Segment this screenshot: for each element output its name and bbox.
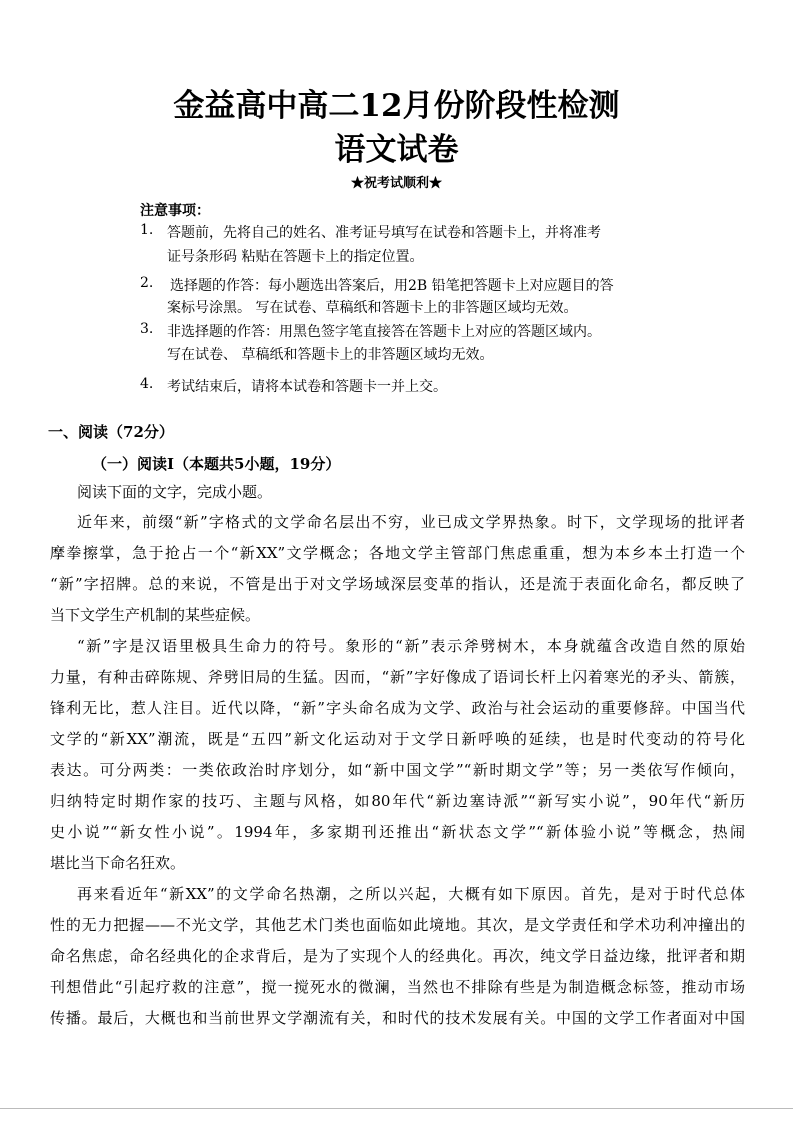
page-bottom-divider [0,1108,793,1109]
passage-line: 归纳特定时期作家的技巧、主题与风格，如80年代“新边塞诗派”“新写实小说”，90年代“新历 [50,792,745,810]
note-line: 非选择题的作答：用黑色签字笔直接答在答题卡上对应的答题区域内。 [167,324,601,340]
passage-line: “新”字招牌。总的来说，不管是出于对文学场域深层变革的指认，还是流于表面化命名，都反映了 [50,575,745,593]
passage-line: 锋利无比，惹人注目。近代以降，“新”字头命名成为文学、政治与社会运动的重要修辞。中国当代 [50,699,745,717]
passage-line: 当下文学生产机制的某些症候。 [50,606,261,624]
note-line: 写在试卷、 草稿纸和答题卡上的非答题区域均无效。 [167,347,494,363]
note-line: 案标号涂黑。 写在试卷、草稿纸和答题卡上的非答题区域均无效。 [167,300,578,316]
passage-line: 文学的“新XX”潮流，既是“五四”新文化运动对于文学日新呼唤的延续，也是时代变动的符号化 [50,730,745,748]
passage-line: 史小说”“新女性小说”。1994年，多家期刊还推出“新状态文学”“新体验小说”等概念，热闹 [50,823,745,841]
passage-line: 力量，有种击碎陈规、斧劈旧局的生猛。因而，“新”字好像成了语词长杆上闪着寒光的矛头、箭簇， [50,668,745,686]
passage-line: 命名焦虑，命名经典化的企求背后，是为了实现个人的经典化。再次，纯文学日益边缘，批评者和期 [50,947,745,965]
instruction-text: 阅读下面的文字，完成小题。 [77,483,273,501]
good-luck-text: ★祝考试顺利★ [350,176,442,191]
passage-line: 性的无力把握——不光文学，其他艺术门类也面临如此境地。其次，是文学责任和学术功利冲撞出的 [50,916,745,934]
note-number: 4. [140,376,154,392]
passage-line: “新”字是汉语里极具生命力的符号。象形的“新”表示斧劈树木，本身就蕴含改造自然的原始 [77,637,745,655]
exam-subject: 语文试卷 [334,132,459,168]
note-line: 考试结束后，请将本试卷和答题卡一并上交。 [167,379,447,395]
passage-line: 近年来，前缀“新”字格式的文学命名层出不穷，业已成文学界热象。时下，文学现场的批评者 [77,513,745,531]
passage-line: 堪比当下命名狂欢。 [50,854,186,872]
note-line: 选择题的作答：每小题选出答案后，用2B 铅笔把答题卡上对应题目的答 [170,278,614,294]
note-number: 2. [140,275,154,291]
note-number: 1. [140,222,154,238]
passage-line: 摩拳擦掌，急于抢占一个“新XX”文学概念；各地文学主管部门焦虑重重，想为本乡本土打造一个 [50,544,745,562]
subsection-heading: （一）阅读Ⅰ（本题共5小题，19分） [92,455,341,473]
notes-heading: 注意事项： [140,203,210,219]
note-number: 3. [140,321,154,337]
note-line: 答题前，先将自己的姓名、准考证号填写在试卷和答题卡上，并将准考 [167,225,601,241]
section-heading: 一、阅读（72分） [48,423,174,441]
passage-line: 传播。最后，大概也和当前世界文学潮流有关，和时代的技术发展有关。中国的文学工作者面对中国 [50,1009,745,1027]
passage-line: 表达。可分两类：一类依政治时序划分，如“新中国文学”“新时期文学”等；另一类依写作倾向， [50,761,745,779]
passage-line: 再来看近年“新XX”的文学命名热潮，之所以兴起，大概有如下原因。首先，是对于时代总体 [77,885,745,903]
exam-title: 金益高中高二12月份阶段性检测 [173,88,620,124]
note-line: 证号条形码 粘贴在答题卡上的指定位置。 [167,249,424,265]
passage-line: 刊想借此“引起疗救的注意”，搅一搅死水的微澜，当然也不排除有些是为制造概念标签，推动市场 [50,978,745,996]
